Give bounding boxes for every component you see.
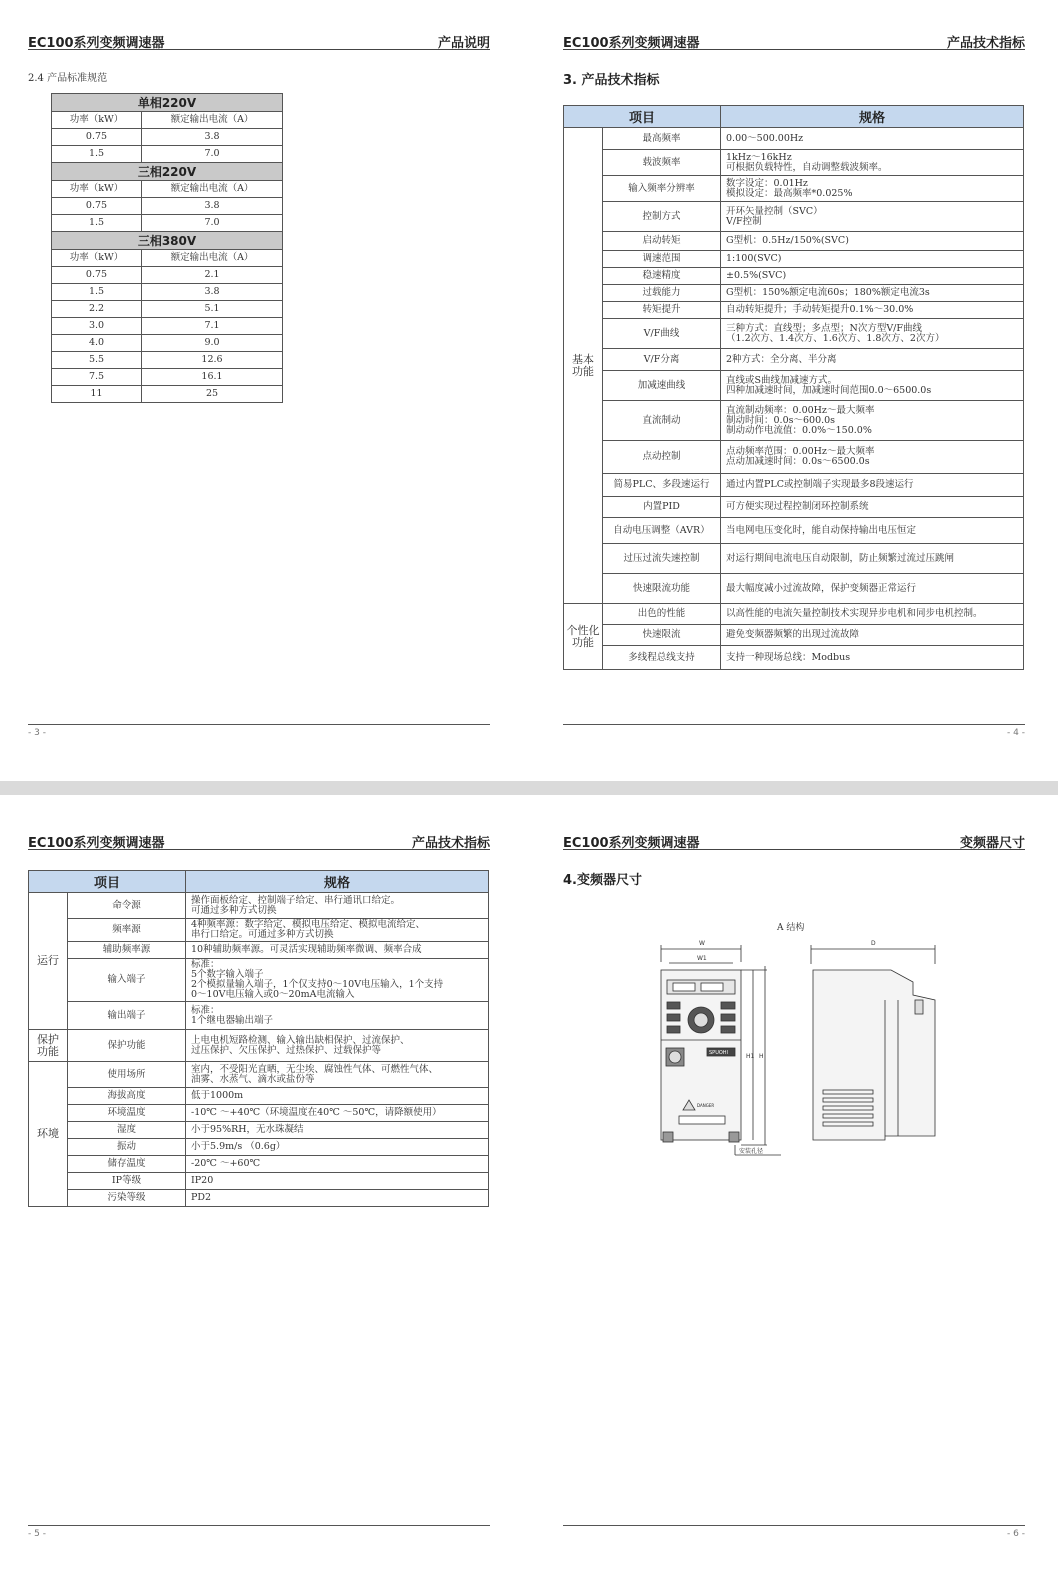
item-name: V/F分离: [603, 349, 721, 371]
table-row: [564, 646, 1024, 670]
col-current: 额定输出电流（A）: [142, 250, 283, 267]
item-spec: -20℃ ～+60℃: [186, 1156, 489, 1173]
item-name: 海拔高度: [68, 1088, 186, 1105]
table-row: [29, 1105, 489, 1122]
col-item: 项目: [29, 871, 186, 893]
item-spec: 上电电机短路检测、输入输出缺相保护、过流保护、 过压保护、欠压保护、过热保护、过载保护等: [186, 1030, 489, 1062]
col-power: 功率（kW）: [52, 112, 142, 129]
table-row: [564, 251, 1024, 268]
cell: 12.6: [142, 352, 283, 369]
item-name: 载波频率: [603, 150, 721, 176]
table-row: [564, 474, 1024, 497]
table-row: [564, 268, 1024, 285]
group-title: 单相220V: [52, 94, 283, 112]
header-section: 产品说明: [437, 36, 490, 51]
section-title: 3. 产品技术指标: [563, 73, 660, 88]
item-spec: 2种方式：全分离、半分离: [721, 349, 1024, 371]
item-name: 污染等级: [68, 1190, 186, 1207]
dim-h1: H1: [746, 1053, 755, 1060]
item-spec: 标准： 5个数字输入端子 2个模拟量输入端子，1个仅支持0～10V电压输入，1个支持 0～10V电压输入或0～20mA电流输入: [186, 959, 489, 1002]
item-spec: G型机：0.5Hz/150%(SVC): [721, 232, 1024, 251]
page-number: - 4 -: [1007, 728, 1025, 738]
table-row: [29, 1030, 489, 1062]
item-spec: 直流制动频率：0.00Hz～最大频率 制动时间：0.0s～600.0s 制动动作电流值：0.0%～150.0%: [721, 401, 1024, 441]
item-name: 自动电压调整（AVR）: [603, 518, 721, 544]
item-spec: 支持一种现场总线：Modbus: [721, 646, 1024, 670]
item-name: 保护功能: [68, 1030, 186, 1062]
item-name: 输入端子: [68, 959, 186, 1002]
col-spec: 规格: [721, 106, 1024, 128]
table-row: [564, 625, 1024, 646]
table-row: [29, 1062, 489, 1088]
item-spec: 最大幅度减小过流故障，保护变频器正常运行: [721, 574, 1024, 604]
header-title: EC100系列变频调速器: [563, 836, 700, 851]
page-5: [28, 800, 490, 1540]
cell: 7.0: [142, 215, 283, 232]
table-row: [564, 574, 1024, 604]
item-spec: G型机：150%额定电流60s；180%额定电流3s: [721, 285, 1024, 302]
page-header: [563, 832, 1025, 850]
group-run: 运行: [29, 893, 68, 1030]
group-title: 三相220V: [52, 163, 283, 181]
table-row: [52, 335, 283, 352]
item-spec: 标准： 1个继电器输出端子: [186, 1002, 489, 1030]
group-title: 三相380V: [52, 232, 283, 250]
table-row: [29, 1190, 489, 1207]
danger-label: DANGER: [697, 1103, 715, 1108]
cell: 2.2: [52, 301, 142, 318]
item-spec: ±0.5%(SVC): [721, 268, 1024, 285]
item-name: 多线程总线支持: [603, 646, 721, 670]
item-spec: 开环矢量控制（SVC） V/F控制: [721, 202, 1024, 232]
cell: 2.1: [142, 267, 283, 284]
item-name: 快速限流功能: [603, 574, 721, 604]
table-row: [29, 1139, 489, 1156]
item-name: 内置PID: [603, 497, 721, 518]
table-row: [564, 518, 1024, 544]
item-name: 振动: [68, 1139, 186, 1156]
page-number: - 5 -: [28, 1529, 46, 1539]
item-name: 启动转矩: [603, 232, 721, 251]
header-section: 产品技术指标: [946, 36, 1025, 51]
hole-label: 安装孔径: [739, 1148, 764, 1155]
item-spec: 小于95%RH，无水珠凝结: [186, 1122, 489, 1139]
item-spec: 0.00～500.00Hz: [721, 128, 1024, 150]
table-row: [564, 441, 1024, 474]
table-row: [29, 1002, 489, 1030]
col-spec: 规格: [186, 871, 489, 893]
item-spec: 自动转矩提升；手动转矩提升0.1%～30.0%: [721, 302, 1024, 319]
page-3: [28, 0, 490, 760]
item-spec: 点动频率范围：0.00Hz～最大频率 点动加减速时间：0.0s～6500.0s: [721, 441, 1024, 474]
item-spec: 直线或S曲线加减速方式。 四种加减速时间，加减速时间范围0.0～6500.0s: [721, 371, 1024, 401]
page-number: - 6 -: [1007, 1529, 1025, 1539]
item-name: 加减速曲线: [603, 371, 721, 401]
table-row: [564, 401, 1024, 441]
header-title: EC100系列变频调速器: [563, 36, 700, 51]
table-row: [52, 352, 283, 369]
table-row: [564, 544, 1024, 574]
item-name: 最高频率: [603, 128, 721, 150]
item-spec: 对运行期间电流电压自动限制，防止频繁过流过压跳闸: [721, 544, 1024, 574]
section-title: 4.变频器尺寸: [563, 873, 642, 888]
group-environment: 环境: [29, 1062, 68, 1207]
cell: 3.8: [142, 284, 283, 301]
dim-h: H: [759, 1053, 764, 1060]
table-row: [52, 215, 283, 232]
header-section: 产品技术指标: [411, 836, 490, 851]
table-row: [564, 371, 1024, 401]
cell: 1.5: [52, 215, 142, 232]
item-name: 命令源: [68, 893, 186, 919]
item-spec: 1:100(SVC): [721, 251, 1024, 268]
cell: 11: [52, 386, 142, 403]
page-6: [563, 800, 1025, 1540]
table-row: [564, 202, 1024, 232]
cell: 3.8: [142, 198, 283, 215]
dim-d: D: [871, 940, 876, 947]
brand-logo: SPUOHI: [709, 1050, 729, 1056]
col-item: 项目: [564, 106, 721, 128]
item-spec: -10℃ ～+40℃（环境温度在40℃ ～50℃，请降额使用）: [186, 1105, 489, 1122]
cell: 16.1: [142, 369, 283, 386]
page-header: [563, 32, 1025, 50]
table-row: [29, 919, 489, 942]
structure-label: A 结构: [777, 923, 805, 933]
table-row: [564, 285, 1024, 302]
cell: 5.1: [142, 301, 283, 318]
page-number: - 3 -: [28, 728, 46, 738]
cell: 5.5: [52, 352, 142, 369]
item-name: 出色的性能: [603, 604, 721, 625]
col-power: 功率（kW）: [52, 250, 142, 267]
table-row: [564, 604, 1024, 625]
cell: 25: [142, 386, 283, 403]
group-protect: 保护 功能: [29, 1030, 68, 1062]
item-name: 稳速精度: [603, 268, 721, 285]
item-name: 输出端子: [68, 1002, 186, 1030]
table-row: [52, 318, 283, 335]
table-row: [564, 232, 1024, 251]
item-spec: 低于1000m: [186, 1088, 489, 1105]
item-spec: 数字设定：0.01Hz 模拟设定：最高频率*0.025%: [721, 176, 1024, 202]
page-header: [28, 32, 490, 50]
cell: 0.75: [52, 129, 142, 146]
item-name: 简易PLC、多段速运行: [603, 474, 721, 497]
header-section: 变频器尺寸: [959, 836, 1025, 851]
table-row: [52, 267, 283, 284]
page-footer-rule: [563, 1525, 1025, 1527]
table-row: [52, 369, 283, 386]
page-separator: [0, 781, 1058, 795]
table-row: [52, 301, 283, 318]
item-name: 点动控制: [603, 441, 721, 474]
table-row: [564, 319, 1024, 349]
cell: 7.0: [142, 146, 283, 163]
col-current: 额定输出电流（A）: [142, 181, 283, 198]
table-row: [52, 284, 283, 301]
item-name: 环境温度: [68, 1105, 186, 1122]
item-name: 快速限流: [603, 625, 721, 646]
item-name: 过载能力: [603, 285, 721, 302]
item-name: 直流制动: [603, 401, 721, 441]
dim-w1: W1: [697, 955, 707, 962]
header-title: EC100系列变频调速器: [28, 836, 165, 851]
table-row: [564, 128, 1024, 150]
item-name: 频率源: [68, 919, 186, 942]
item-spec: PD2: [186, 1190, 489, 1207]
item-spec: 4种频率源：数字给定、模拟电压给定、模拟电流给定、 串行口给定。可通过多种方式切换: [186, 919, 489, 942]
group-custom: 个性化 功能: [564, 604, 603, 670]
page-4: [563, 0, 1025, 760]
item-spec: IP20: [186, 1173, 489, 1190]
item-name: IP等级: [68, 1173, 186, 1190]
cell: 3.8: [142, 129, 283, 146]
item-name: 使用场所: [68, 1062, 186, 1088]
table-row: [564, 150, 1024, 176]
table-row: [564, 349, 1024, 371]
page-header: [28, 832, 490, 850]
item-name: 输入频率分辨率: [603, 176, 721, 202]
item-name: 转矩提升: [603, 302, 721, 319]
item-name: 储存温度: [68, 1156, 186, 1173]
table-row: [52, 129, 283, 146]
item-spec: 当电网电压变化时，能自动保持输出电压恒定: [721, 518, 1024, 544]
table-row: [29, 1156, 489, 1173]
item-spec: 小于5.9m/s （0.6g）: [186, 1139, 489, 1156]
item-spec: 可方便实现过程控制闭环控制系统: [721, 497, 1024, 518]
cell: 9.0: [142, 335, 283, 352]
table-row: [29, 959, 489, 1002]
item-spec: 避免变频器频繁的出现过流故障: [721, 625, 1024, 646]
tech-spec-table-cont: [28, 870, 489, 1207]
table-row: [564, 497, 1024, 518]
col-current: 额定输出电流（A）: [142, 112, 283, 129]
item-name: 过压过流失速控制: [603, 544, 721, 574]
page-footer-rule: [28, 1525, 490, 1527]
item-name: 控制方式: [603, 202, 721, 232]
item-spec: 操作面板给定、控制端子给定、串行通讯口给定。 可通过多种方式切换: [186, 893, 489, 919]
table-row: [52, 386, 283, 403]
item-spec: 1kHz～16kHz 可根据负载特性，自动调整载波频率。: [721, 150, 1024, 176]
page-footer-rule: [28, 724, 490, 726]
item-spec: 10种辅助频率源。可灵活实现辅助频率微调、频率合成: [186, 942, 489, 959]
col-power: 功率（kW）: [52, 181, 142, 198]
dim-w: W: [699, 940, 705, 947]
power-spec-table: [51, 93, 283, 403]
item-name: 调速范围: [603, 251, 721, 268]
cell: 3.0: [52, 318, 142, 335]
cell: 1.5: [52, 146, 142, 163]
cell: 7.5: [52, 369, 142, 386]
table-row: [52, 146, 283, 163]
table-row: [29, 893, 489, 919]
table-row: [29, 1173, 489, 1190]
item-spec: 通过内置PLC或控制端子实现最多8段速运行: [721, 474, 1024, 497]
item-spec: 室内，不受阳光直晒，无尘埃、腐蚀性气体、可燃性气体、 油雾、水蒸气、滴水或盐份等: [186, 1062, 489, 1088]
table-row: [564, 176, 1024, 202]
item-spec: 以高性能的电流矢量控制技术实现异步电机和同步电机控制。: [721, 604, 1024, 625]
item-spec: 三种方式：直线型；多点型；N次方型V/F曲线 （1.2次方、1.4次方、1.6次方、1.8次方、2次方）: [721, 319, 1024, 349]
item-name: 湿度: [68, 1122, 186, 1139]
table-row: [29, 1088, 489, 1105]
group-basic: 基本 功能: [564, 128, 603, 604]
item-name: 辅助频率源: [68, 942, 186, 959]
dimension-drawing: [653, 940, 953, 1160]
page-footer-rule: [563, 724, 1025, 726]
table-row: [52, 198, 283, 215]
table-row: [29, 1122, 489, 1139]
cell: 0.75: [52, 267, 142, 284]
table-row: [29, 942, 489, 959]
cell: 4.0: [52, 335, 142, 352]
header-title: EC100系列变频调速器: [28, 36, 165, 51]
item-name: V/F曲线: [603, 319, 721, 349]
cell: 1.5: [52, 284, 142, 301]
section-title: 2.4 产品标准规范: [28, 73, 108, 84]
table-row: [564, 302, 1024, 319]
tech-spec-table: [563, 105, 1024, 670]
cell: 7.1: [142, 318, 283, 335]
cell: 0.75: [52, 198, 142, 215]
